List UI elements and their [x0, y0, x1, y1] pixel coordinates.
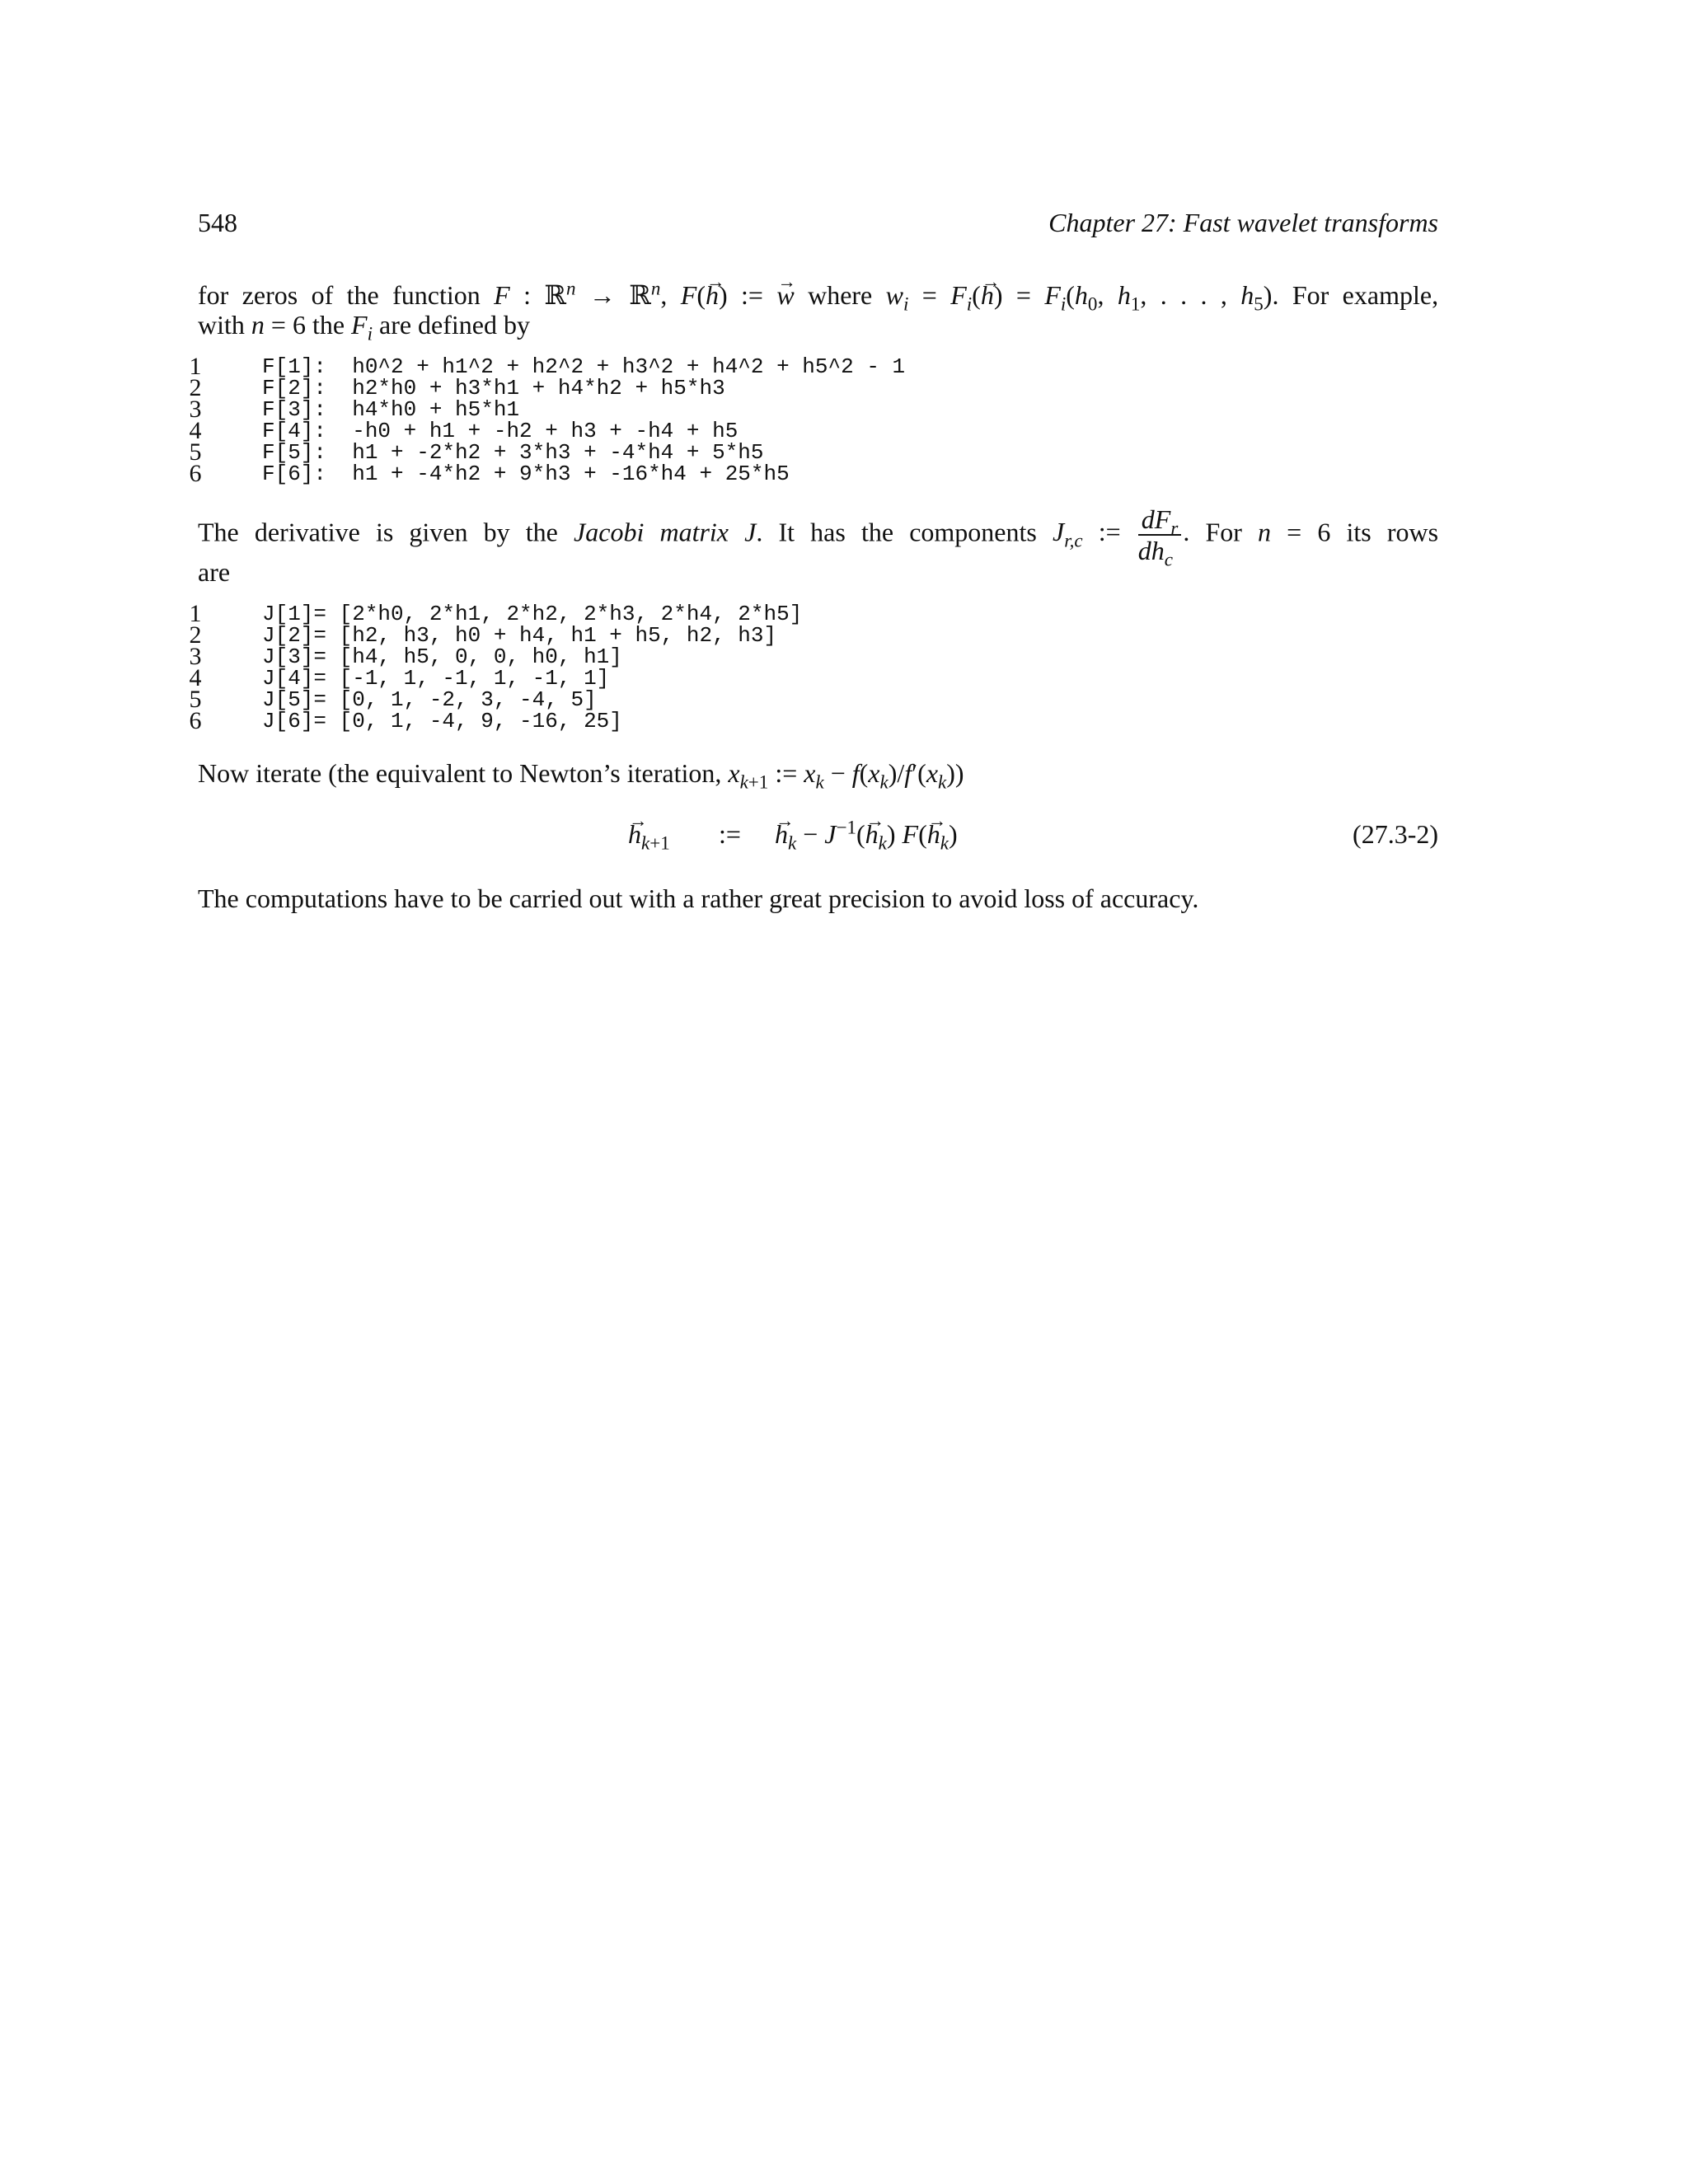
- code-text: F[1]: h0^2 + h1^2 + h2^2 + h3^2 + h4^2 + h5^2 - 1: [262, 354, 906, 379]
- line-number: 5: [189, 438, 202, 466]
- line-number: 6: [189, 460, 202, 487]
- formula-n-equals-6: n = 6: [251, 310, 306, 340]
- code-line: [186, 600, 1423, 627]
- display-equation: [198, 816, 1438, 852]
- code-line: [186, 396, 1423, 423]
- line-number: 2: [189, 621, 202, 649]
- code-line: [186, 686, 1423, 713]
- closing-text: The computations have to be carried out with a rather great precision to avoid loss of accuracy.: [198, 883, 1199, 913]
- code-line: [186, 664, 1423, 691]
- newton-paragraph: [198, 758, 1438, 793]
- jacobi-text-a: The derivative is given by the: [198, 517, 558, 547]
- line-number: 4: [189, 664, 202, 691]
- intro-text-e: the: [312, 310, 345, 340]
- formula-j: J.: [744, 517, 763, 547]
- code-text: F[2]: h2*h0 + h3*h1 + h4*h2 + h5*h3: [262, 376, 725, 401]
- code-text: F[3]: h4*h0 + h5*h1: [262, 397, 520, 422]
- intro-paragraph-line2: [198, 310, 1438, 344]
- equation-lhs: → $h_{k+1}$: [628, 816, 670, 852]
- code-text: J[2]= [h2, h3, h0 + h4, h1 + h5, h2, h3]: [262, 623, 777, 648]
- code-text: J[6]= [0, 1, -4, 9, -16, 25]: [262, 709, 622, 733]
- line-number: 2: [189, 374, 202, 401]
- code-listing-j: [186, 600, 1423, 734]
- code-listing-f: [186, 353, 1423, 487]
- formula-jrc: $J_{r,c}$ := $\frac{dF_r}{dh_c}$ .: [1052, 504, 1190, 570]
- code-line: [186, 374, 1423, 401]
- line-number: 5: [189, 686, 202, 713]
- code-text: F[4]: -h0 + h1 + -h2 + h3 + -h4 + h5: [262, 419, 738, 443]
- page-header: [198, 203, 1438, 242]
- intro-paragraph-line1: [198, 277, 1439, 315]
- jacobi-term: Jacobi matrix: [574, 517, 729, 547]
- equation-operator: :=: [719, 819, 741, 849]
- code-line: [186, 353, 1423, 380]
- code-line: [186, 643, 1423, 670]
- intro-text-b: where: [808, 280, 873, 310]
- jacobi-text-d: its rows: [1346, 517, 1439, 547]
- equation-number: (27.3-2): [1353, 819, 1438, 849]
- page-number: 548: [198, 208, 237, 237]
- code-text: F[5]: h1 + -2*h2 + 3*h3 + -4*h4 + 5*h5: [262, 440, 764, 465]
- formula-newton: $x_{k+1}$ := $x_k - f(x_k)/f'(x_k)$): [728, 758, 964, 793]
- code-text: J[5]= [0, 1, -2, 3, -4, 5]: [262, 687, 597, 712]
- formula-components: $w_i = F_i(\to h) = F_i(h_0$, $h_1$, . . . , $h_5$).: [886, 280, 1279, 310]
- formula-n-equals-6: n = 6: [1258, 517, 1331, 547]
- intro-text-c: For example,: [1292, 280, 1439, 310]
- line-number: 3: [189, 643, 202, 670]
- formula-mapping: F : ℝ$^n$ → ℝ$^n$, F(→ h) := → w: [494, 280, 795, 310]
- intro-text-d: with: [198, 310, 245, 340]
- code-text: J[3]= [h4, h5, 0, 0, h0, h1]: [262, 644, 622, 669]
- fraction-dfr-dhc: $\frac{dF_r}{dh_c}$: [1138, 504, 1182, 565]
- intro-text-a: for zeros of the function: [198, 280, 481, 310]
- closing-paragraph: [198, 883, 1438, 913]
- jacobi-text-b: It has the components: [778, 517, 1037, 547]
- intro-text-f: are defined by: [378, 310, 530, 340]
- chapter-title: Chapter 27: Fast wavelet transforms: [1048, 208, 1438, 237]
- equation-rhs: → $h_k - J^{-1}(\to h_k)$ $F(\to h_k)$: [775, 816, 958, 852]
- formula-fi: $F_i$: [351, 310, 373, 344]
- line-number: 1: [189, 600, 202, 627]
- code-line: [186, 438, 1423, 466]
- code-line: [186, 460, 1423, 487]
- newton-text: Now iterate (the equivalent to Newton’s iteration,: [198, 758, 722, 788]
- line-number: 6: [189, 707, 202, 734]
- code-text: F[6]: h1 + -4*h2 + 9*h3 + -16*h4 + 25*h5: [262, 462, 790, 486]
- jacobi-text-c: For: [1205, 517, 1242, 547]
- code-text: J[1]= [2*h0, 2*h1, 2*h2, 2*h3, 2*h4, 2*h5]: [262, 602, 803, 626]
- line-number: 3: [189, 396, 202, 423]
- code-line: [186, 621, 1423, 649]
- code-line: [186, 707, 1423, 734]
- jacobi-paragraph-line1: [198, 504, 1439, 570]
- jacobi-paragraph-line2: [198, 557, 1438, 587]
- jacobi-text-e: are: [198, 557, 231, 587]
- line-number: 4: [189, 417, 202, 444]
- code-line: [186, 417, 1423, 444]
- line-number: 1: [189, 353, 202, 380]
- code-text: J[4]= [-1, 1, -1, 1, -1, 1]: [262, 666, 610, 691]
